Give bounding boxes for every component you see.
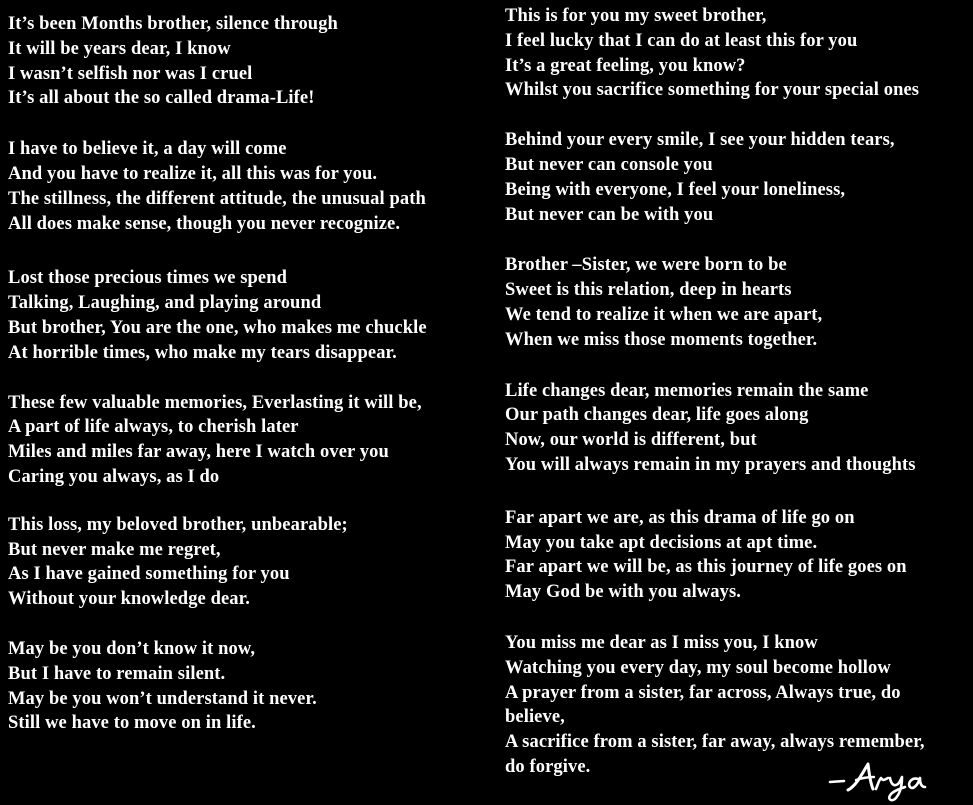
poem-line: You miss me dear as I miss you, I know xyxy=(505,632,818,653)
stanza xyxy=(8,391,488,490)
poem-line: Whilst you sacrifice something for your special ones xyxy=(505,80,920,101)
poem-line: These few valuable memories, Everlasting it will be, xyxy=(8,392,422,413)
stanza xyxy=(505,128,973,227)
poem-line: I have to believe it, a day will come xyxy=(8,139,287,160)
poem-line: May you take apt decisions at apt time. xyxy=(505,532,818,553)
poem-line: You will always remain in my prayers and thoughts xyxy=(505,454,916,475)
poem-line: Far apart we are, as this drama of life go on xyxy=(505,507,855,528)
poem-line: But never can be with you xyxy=(505,204,714,225)
poem-line: Brother –Sister, we were born to be xyxy=(505,255,787,276)
stanza xyxy=(8,513,488,612)
poem-line: Now, our world is different, but xyxy=(505,430,757,451)
poem-line: May be you won’t understand it never. xyxy=(8,688,317,709)
poem-line: Sweet is this relation, deep in hearts xyxy=(505,280,792,301)
poem-line: We tend to realize it when we are apart, xyxy=(505,304,823,325)
poem-line: It’s a great feeling, you know? xyxy=(505,55,746,76)
poem-line: But never make me regret, xyxy=(8,539,221,560)
poem-line: Caring you always, as I do xyxy=(8,466,220,487)
poem-line: Behind your every smile, I see your hidden tears, xyxy=(505,130,895,151)
poem-line: Watching you every day, my soul become hollow xyxy=(505,657,891,678)
poem-line: A prayer from a sister, far across, Always true, do xyxy=(505,682,901,703)
poem-line: Far apart we will be, as this journey of life goes on xyxy=(505,557,907,578)
poem-line: Miles and miles far away, here I watch over you xyxy=(8,442,389,463)
stanza xyxy=(8,12,488,111)
poem-right-column xyxy=(505,4,973,780)
poem-line: As I have gained something for you xyxy=(8,564,290,585)
poem-line: When we miss those moments together. xyxy=(505,329,818,350)
stanza xyxy=(8,266,488,365)
stanza xyxy=(505,4,973,103)
poem-line: Our path changes dear, life goes along xyxy=(505,405,809,426)
stanza xyxy=(505,253,973,352)
poem-line: Life changes dear, memories remain the same xyxy=(505,380,869,401)
poem-line: I wasn’t selfish nor was I cruel xyxy=(8,63,253,84)
stanza xyxy=(505,379,973,478)
poem-line: At horrible times, who make my tears disappear. xyxy=(8,342,397,363)
poem-line: All does make sense, though you never recognize. xyxy=(8,213,401,234)
poem-line: This loss, my beloved brother, unbearable; xyxy=(8,514,348,535)
poem-line: But I have to remain silent. xyxy=(8,663,226,684)
poem-line: This is for you my sweet brother, xyxy=(505,6,767,26)
poem-line: May God be with you always. xyxy=(505,582,742,603)
poem-line: Without your knowledge dear. xyxy=(8,589,250,610)
poem-line: The stillness, the different attitude, the unusual path xyxy=(8,188,426,209)
poem-line: A part of life always, to cherish later xyxy=(8,417,299,438)
handwritten-signature xyxy=(826,756,966,802)
poem-line: It’s all about the so called drama-Life! xyxy=(8,88,315,109)
poem-line: A sacrifice from a sister, far away, always remember, xyxy=(505,732,925,753)
stanza xyxy=(505,506,973,605)
poem-line: But never can console you xyxy=(505,154,713,175)
stanza xyxy=(8,637,488,736)
poem-line: Lost those precious times we spend xyxy=(8,268,288,289)
poem-line: I feel lucky that I can do at least this for you xyxy=(505,30,858,51)
poem-line: It’s been Months brother, silence through xyxy=(8,14,338,34)
poem-line: It will be years dear, I know xyxy=(8,38,231,59)
poem-line: May be you don’t know it now, xyxy=(8,638,256,659)
poem-line: But brother, You are the one, who makes me chuckle xyxy=(8,317,427,338)
poem-line: Still we have to move on in life. xyxy=(8,713,256,734)
poem-line: Talking, Laughing, and playing around xyxy=(8,293,322,314)
stanza xyxy=(8,137,488,236)
poem-line: And you have to realize it, all this was for you. xyxy=(8,163,378,184)
poem-left-column xyxy=(8,12,488,736)
poem-line: believe, xyxy=(505,707,565,728)
poem-line: Being with everyone, I feel your loneliness, xyxy=(505,179,846,200)
poem-line: do forgive. xyxy=(505,756,591,777)
